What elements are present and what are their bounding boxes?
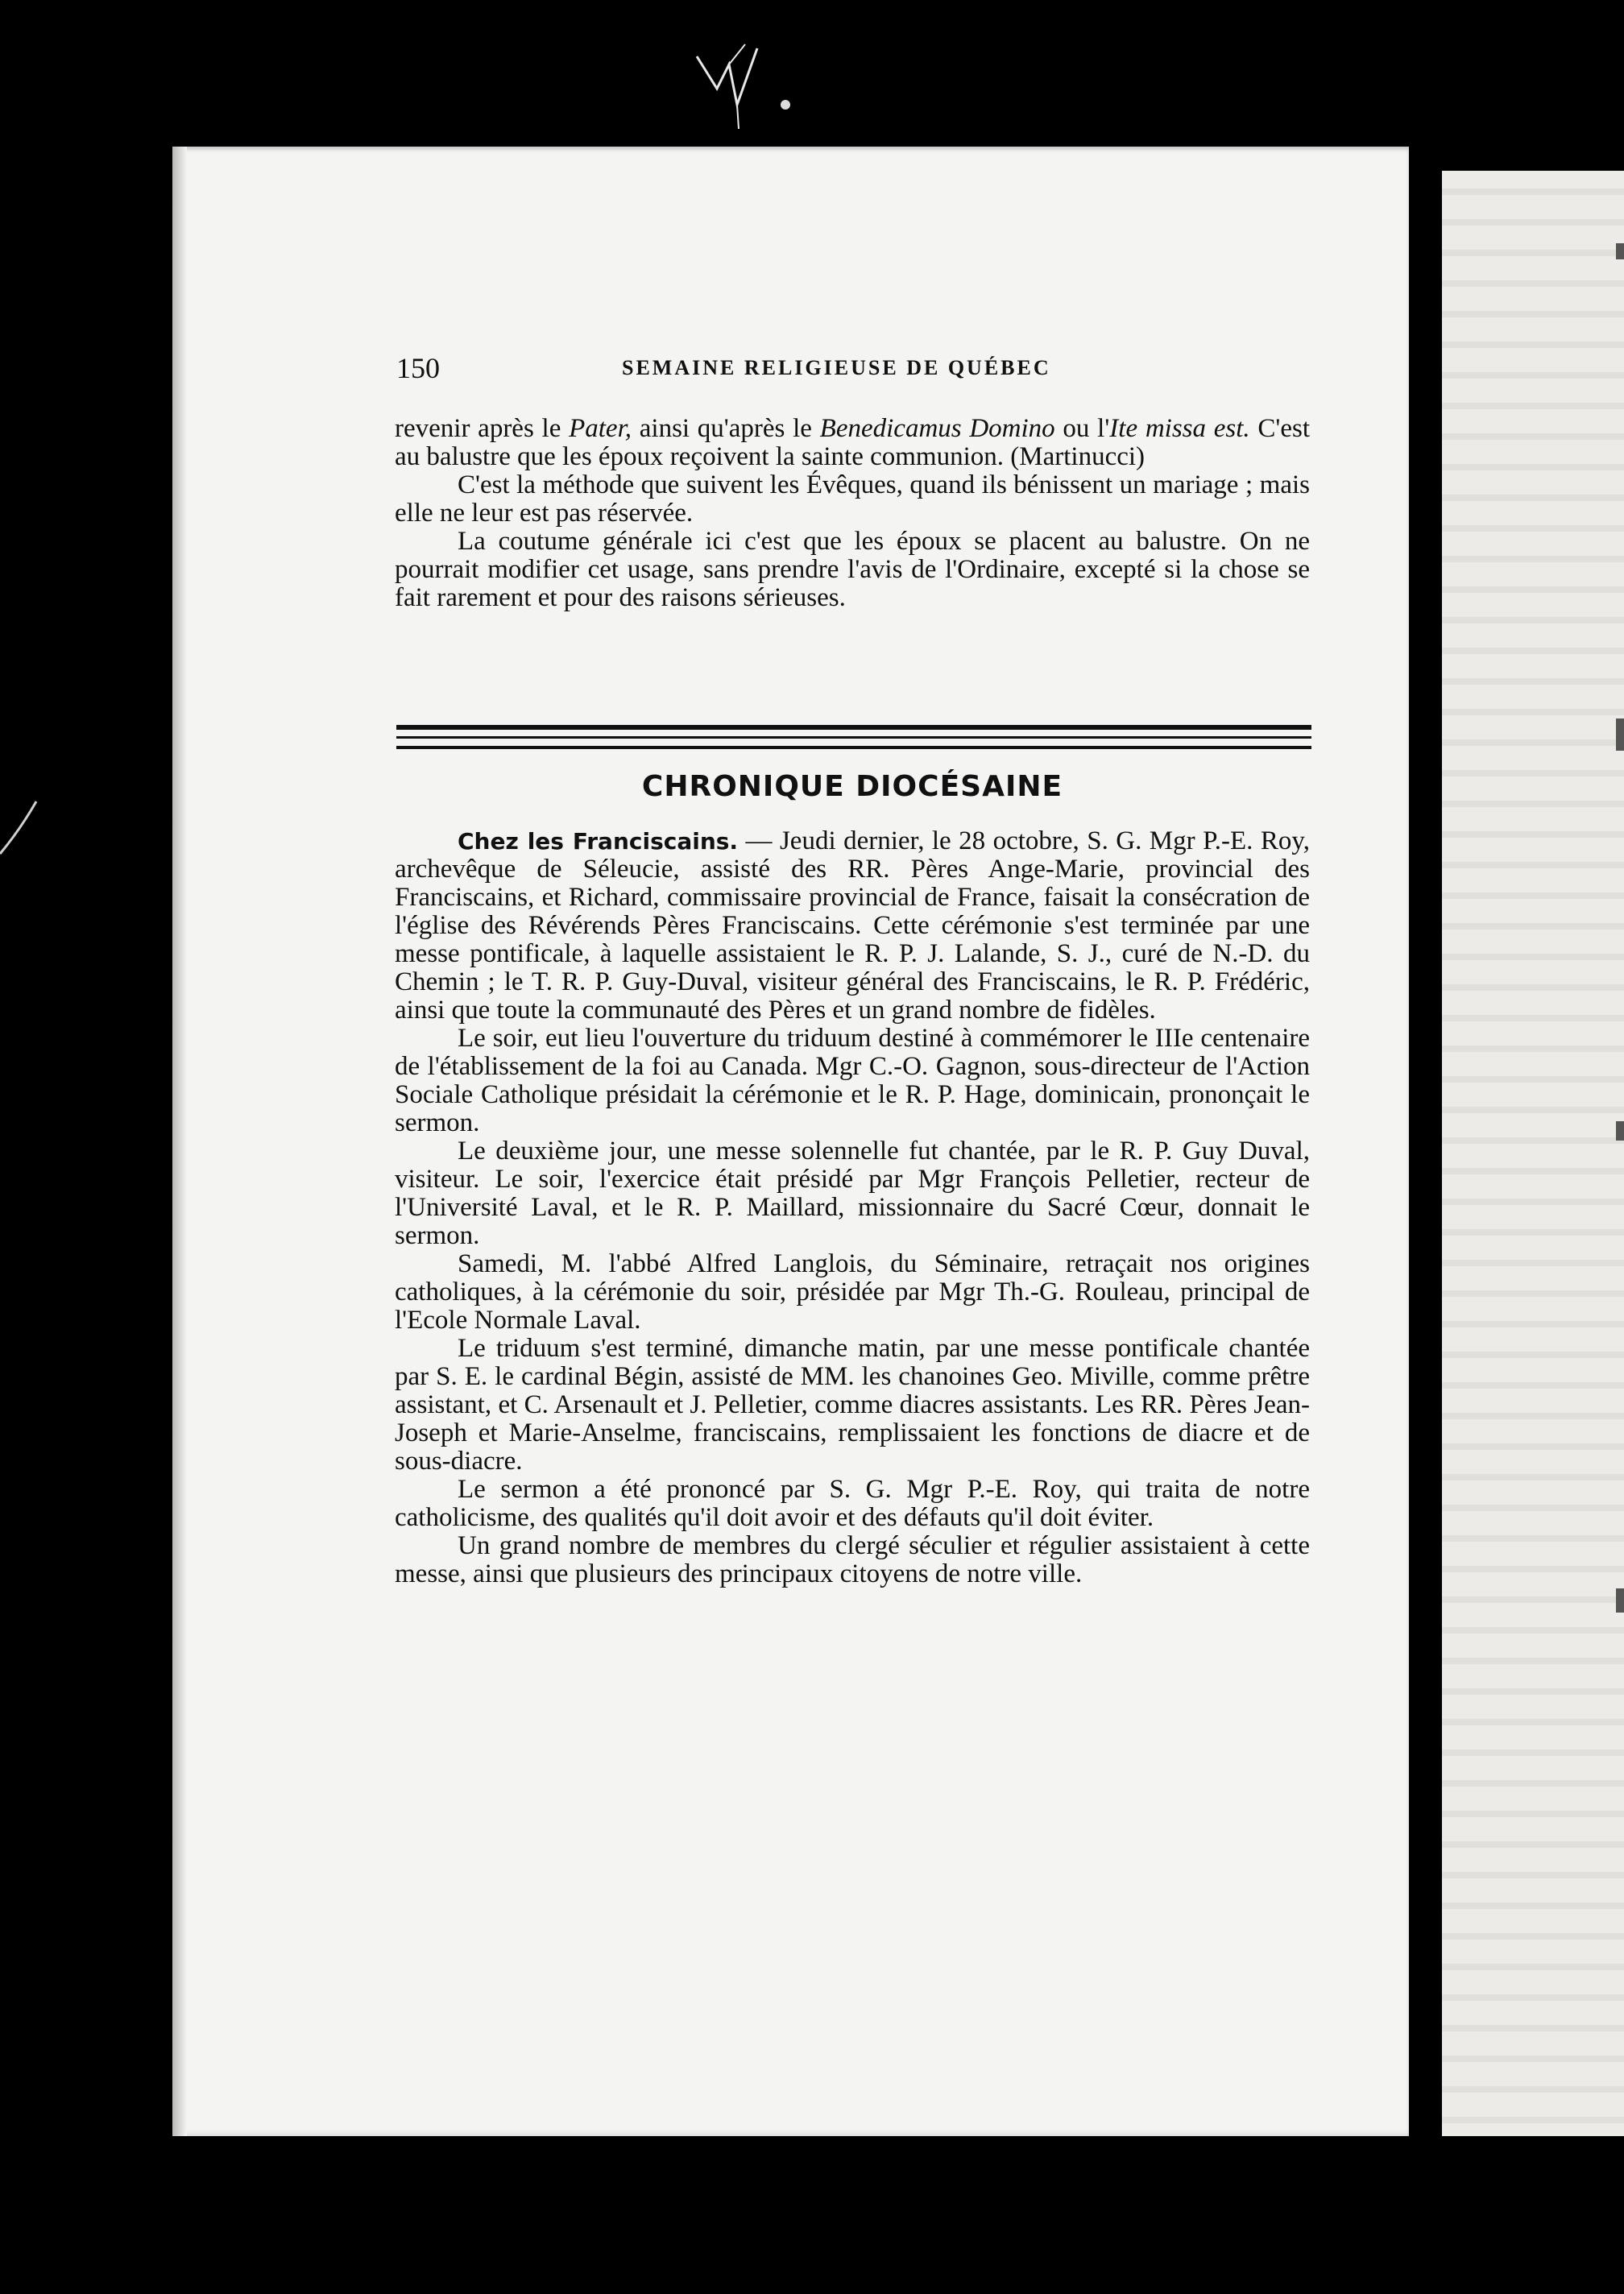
paragraph xyxy=(395,415,1310,471)
text-segment: C'est au balustre que les époux reçoivent la sainte communion. (Martinucci) xyxy=(395,414,1311,471)
section-heading: CHRONIQUE DIOCÉSAINE xyxy=(641,770,1063,803)
paragraph: Le deuxième jour, une messe solennelle fut chantée, par le R. P. Guy Duval, visiteur. Le soir, l'exercice était présidé par Mgr François Pelletier, recteur de l'Université Laval, et le R. P. Maillard, missionnaire du Sacré Cœur, donnait le sermon. xyxy=(395,1137,1310,1250)
page-edge-mark xyxy=(1616,243,1624,259)
chronicle-text-block xyxy=(395,827,1310,1588)
paragraph-text: — Jeudi dernier, le 28 octobre, S. G. Mgr P.-E. Roy, archevêque de Séleucie, assisté des RR. Pères Ange-Marie, provincial des Franciscains, et Richard, commissaire provincial de France, faisait la consécration de l'église des Révérends Pères Franciscains. Cette cérémonie s'est terminée par une messe pontificale, à laquelle assistaient le R. P. J. Lalande, S. J., curé de N.-D. du Chemin ; le T. R. P. Guy-Duval, visiteur général des Franciscains, le R. P. Frédéric, ainsi que toute la communauté des Pères et un grand nombre de fidèles. xyxy=(395,826,1310,1025)
adjacent-page xyxy=(1442,171,1624,2136)
paragraph: Samedi, M. l'abbé Alfred Langlois, du Séminaire, retraçait nos origines catholiques, à la cérémonie du soir, présidée par Mgr Th.-G. Rouleau, principal de l'Ecole Normale Laval. xyxy=(395,1249,1310,1335)
paragraph xyxy=(395,471,1310,528)
paragraph xyxy=(395,528,1310,612)
text-segment: ou l' xyxy=(1054,414,1110,443)
paragraph: Le soir, eut lieu l'ouverture du triduum destiné à commémorer le IIIe centenaire de l'établissement de la foi au Canada. Mgr C.-O. Gagnon, sous-directeur de l'Action Sociale Catholique présidait la cérémonie et le R. P. Hage, dominicain, prononçait le sermon. xyxy=(395,1024,1310,1137)
page-edge-mark xyxy=(1616,1588,1624,1613)
section-divider xyxy=(396,736,1311,739)
top-text-block xyxy=(395,415,1310,612)
text-segment: ainsi qu'après le xyxy=(632,414,820,443)
paragraph: Le triduum s'est terminé, dimanche matin, par une messe pontificale chantée par S. E. le cardinal Bégin, assisté de MM. les chanoines Geo. Miville, comme prêtre assistant, et C. Arsenault et J. Pelletier, comme diacres assistants. Les RR. Pères Jean-Joseph et Marie-Anselme, franciscains, remplissaient les fonctions de diacre et de sous-diacre. xyxy=(395,1334,1310,1476)
page-number: 150 xyxy=(396,352,440,384)
paragraph: Un grand nombre de membres du clergé séculier et régulier assistaient à cette messe, ainsi que plusieurs des principaux citoyens de notre ville. xyxy=(395,1531,1310,1588)
text-segment: C'est la méthode que suivent les Évêques, quand ils bénissent un mariage ; mais elle ne leur est pas réservée. xyxy=(395,470,1310,528)
paragraph xyxy=(395,827,1310,1025)
latin-phrase: Benedicamus Domino xyxy=(819,414,1055,443)
run-in-title: Chez les Franciscains. xyxy=(458,828,739,855)
page-edge-mark xyxy=(1616,718,1624,751)
journal-title: SEMAINE RELIGIEUSE DE QUÉBEC xyxy=(622,356,1051,379)
running-head xyxy=(396,348,1315,388)
section-divider xyxy=(396,725,1311,730)
text-segment: La coutume générale ici c'est que les époux se placent au balustre. On ne pourrait modifier cet usage, sans prendre l'avis de l'Ordinaire, excepté si la chose se fait rarement et pour des raisons sérieuses. xyxy=(395,527,1310,612)
latin-phrase: Pater, xyxy=(569,414,632,443)
latin-phrase: Ite missa est. xyxy=(1109,414,1250,443)
text-segment: revenir après le xyxy=(395,414,570,443)
paragraph: Le sermon a été prononcé par S. G. Mgr P.-E. Roy, qui traita de notre catholicisme, des qualités qu'il doit avoir et des défauts qu'il doit éviter. xyxy=(395,1475,1310,1532)
page-edge-shadow xyxy=(172,147,187,2136)
edge-scratch-mark xyxy=(0,797,48,862)
section-divider xyxy=(396,746,1311,749)
scratch-mark xyxy=(681,32,810,137)
bleed-through-texture xyxy=(1442,171,1624,2136)
page-edge-mark xyxy=(1616,1121,1624,1141)
